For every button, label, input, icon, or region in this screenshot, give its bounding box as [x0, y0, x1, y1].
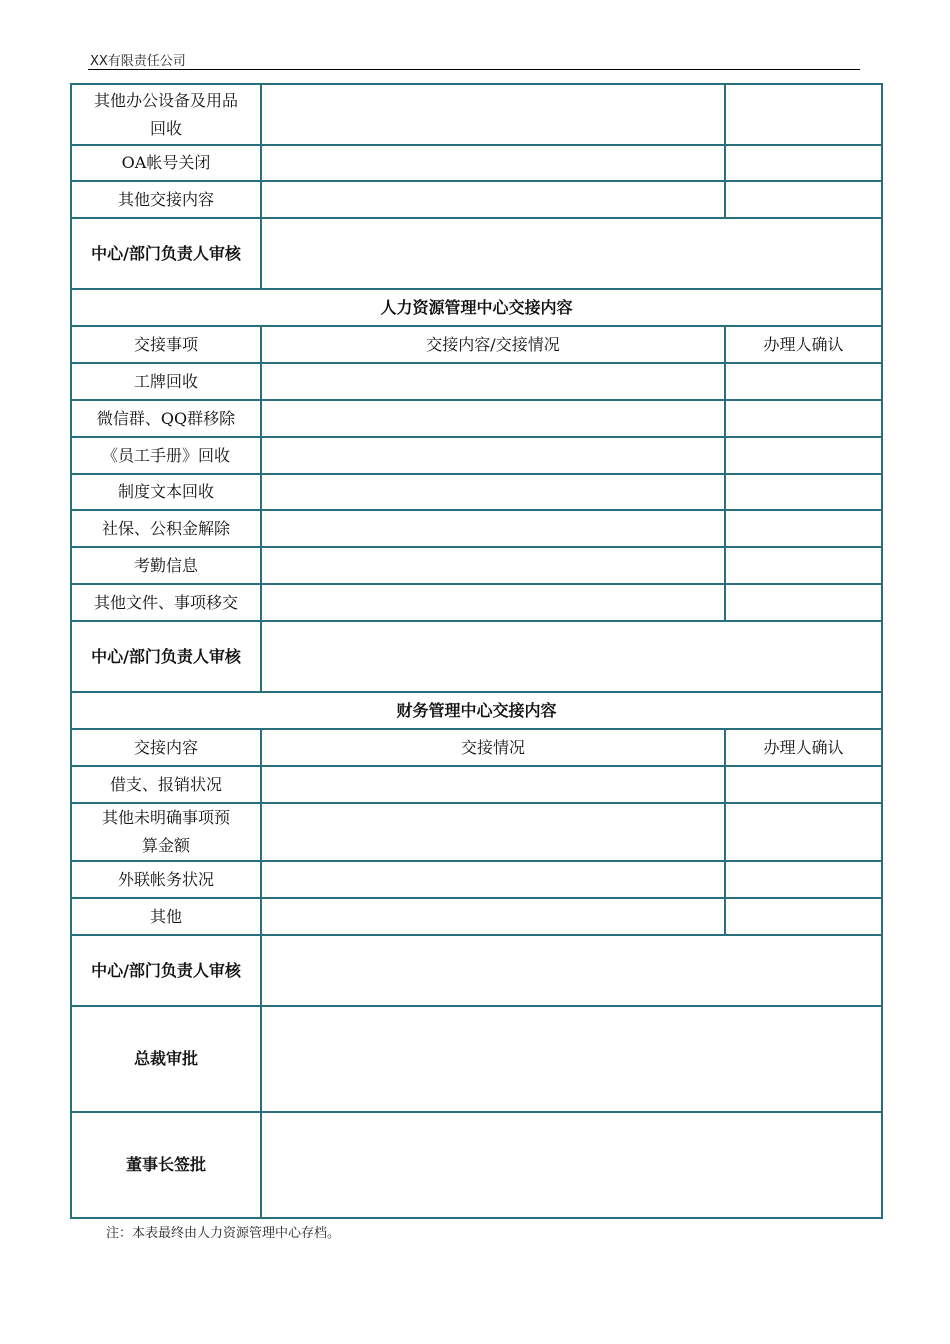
item-label: 借支、报销状况 — [71, 766, 261, 803]
section-title-row — [71, 289, 882, 326]
table-row — [71, 803, 882, 861]
item-label: 其他办公设备及用品回收 — [71, 84, 261, 145]
dept-review-label: 中心/部门负责人审核 — [71, 218, 261, 289]
confirm-cell[interactable] — [725, 898, 882, 935]
content-cell[interactable] — [261, 898, 725, 935]
item-label: 外联帐务状况 — [71, 861, 261, 898]
table-row — [71, 437, 882, 474]
confirm-cell[interactable] — [725, 861, 882, 898]
table-row — [71, 510, 882, 547]
item-label: OA帐号关闭 — [71, 145, 261, 181]
section-title-row — [71, 692, 882, 729]
confirm-cell[interactable] — [725, 510, 882, 547]
item-label: 考勤信息 — [71, 547, 261, 584]
confirm-cell[interactable] — [725, 145, 882, 181]
col-header-confirm: 办理人确认 — [725, 729, 882, 766]
table-row — [71, 547, 882, 584]
review-row — [71, 621, 882, 692]
ceo-approval-signature-cell[interactable] — [261, 1006, 882, 1112]
table-row — [71, 400, 882, 437]
ceo-approval-label: 总裁审批 — [71, 1006, 261, 1112]
content-cell[interactable] — [261, 861, 725, 898]
col-header-content: 交接情况 — [261, 729, 725, 766]
footer-note: 注：本表最终由人力资源管理中心存档。 — [106, 1226, 341, 1241]
col-header-item: 交接事项 — [71, 326, 261, 363]
content-cell[interactable] — [261, 145, 725, 181]
table-row — [71, 766, 882, 803]
table-row — [71, 474, 882, 510]
confirm-cell[interactable] — [725, 547, 882, 584]
content-cell[interactable] — [261, 803, 725, 861]
content-cell[interactable] — [261, 766, 725, 803]
confirm-cell[interactable] — [725, 363, 882, 400]
item-label: 其他交接内容 — [71, 181, 261, 218]
hr-review-signature-cell[interactable] — [261, 621, 882, 692]
company-header: XX有限责任公司 — [90, 54, 186, 69]
content-cell[interactable] — [261, 84, 725, 145]
confirm-cell[interactable] — [725, 400, 882, 437]
item-label: 其他 — [71, 898, 261, 935]
chairman-approval-signature-cell[interactable] — [261, 1112, 882, 1218]
table-row — [71, 584, 882, 621]
content-cell[interactable] — [261, 400, 725, 437]
chairman-approval-label: 董事长签批 — [71, 1112, 261, 1218]
content-cell[interactable] — [261, 363, 725, 400]
finance-review-signature-cell[interactable] — [261, 935, 882, 1006]
content-cell[interactable] — [261, 547, 725, 584]
review-row — [71, 935, 882, 1006]
content-cell[interactable] — [261, 474, 725, 510]
content-cell[interactable] — [261, 181, 725, 218]
content-cell[interactable] — [261, 437, 725, 474]
item-label: 其他未明确事项预算金额 — [71, 803, 261, 861]
table-row — [71, 898, 882, 935]
confirm-cell[interactable] — [725, 766, 882, 803]
item-label: 其他文件、事项移交 — [71, 584, 261, 621]
dept-review-signature-cell[interactable] — [261, 218, 882, 289]
confirm-cell[interactable] — [725, 474, 882, 510]
approval-row — [71, 1112, 882, 1218]
col-header-item: 交接内容 — [71, 729, 261, 766]
column-header-row — [71, 326, 882, 363]
approval-row — [71, 1006, 882, 1112]
confirm-cell[interactable] — [725, 181, 882, 218]
col-header-confirm: 办理人确认 — [725, 326, 882, 363]
table-row — [71, 181, 882, 218]
item-label: 《员工手册》回收 — [71, 437, 261, 474]
finance-section-title: 财务管理中心交接内容 — [71, 692, 882, 729]
handover-form-table — [70, 83, 883, 1219]
col-header-content: 交接内容/交接情况 — [261, 326, 725, 363]
column-header-row — [71, 729, 882, 766]
table-row — [71, 84, 882, 145]
item-label: 制度文本回收 — [71, 474, 261, 510]
item-label: 工牌回收 — [71, 363, 261, 400]
item-label: 社保、公积金解除 — [71, 510, 261, 547]
item-label: 微信群、QQ群移除 — [71, 400, 261, 437]
confirm-cell[interactable] — [725, 584, 882, 621]
finance-review-label: 中心/部门负责人审核 — [71, 935, 261, 1006]
hr-review-label: 中心/部门负责人审核 — [71, 621, 261, 692]
review-row — [71, 218, 882, 289]
hr-section-title: 人力资源管理中心交接内容 — [71, 289, 882, 326]
content-cell[interactable] — [261, 584, 725, 621]
confirm-cell[interactable] — [725, 437, 882, 474]
table-row — [71, 861, 882, 898]
confirm-cell[interactable] — [725, 84, 882, 145]
table-row — [71, 363, 882, 400]
table-row — [71, 145, 882, 181]
header-divider — [88, 69, 860, 70]
confirm-cell[interactable] — [725, 803, 882, 861]
content-cell[interactable] — [261, 510, 725, 547]
